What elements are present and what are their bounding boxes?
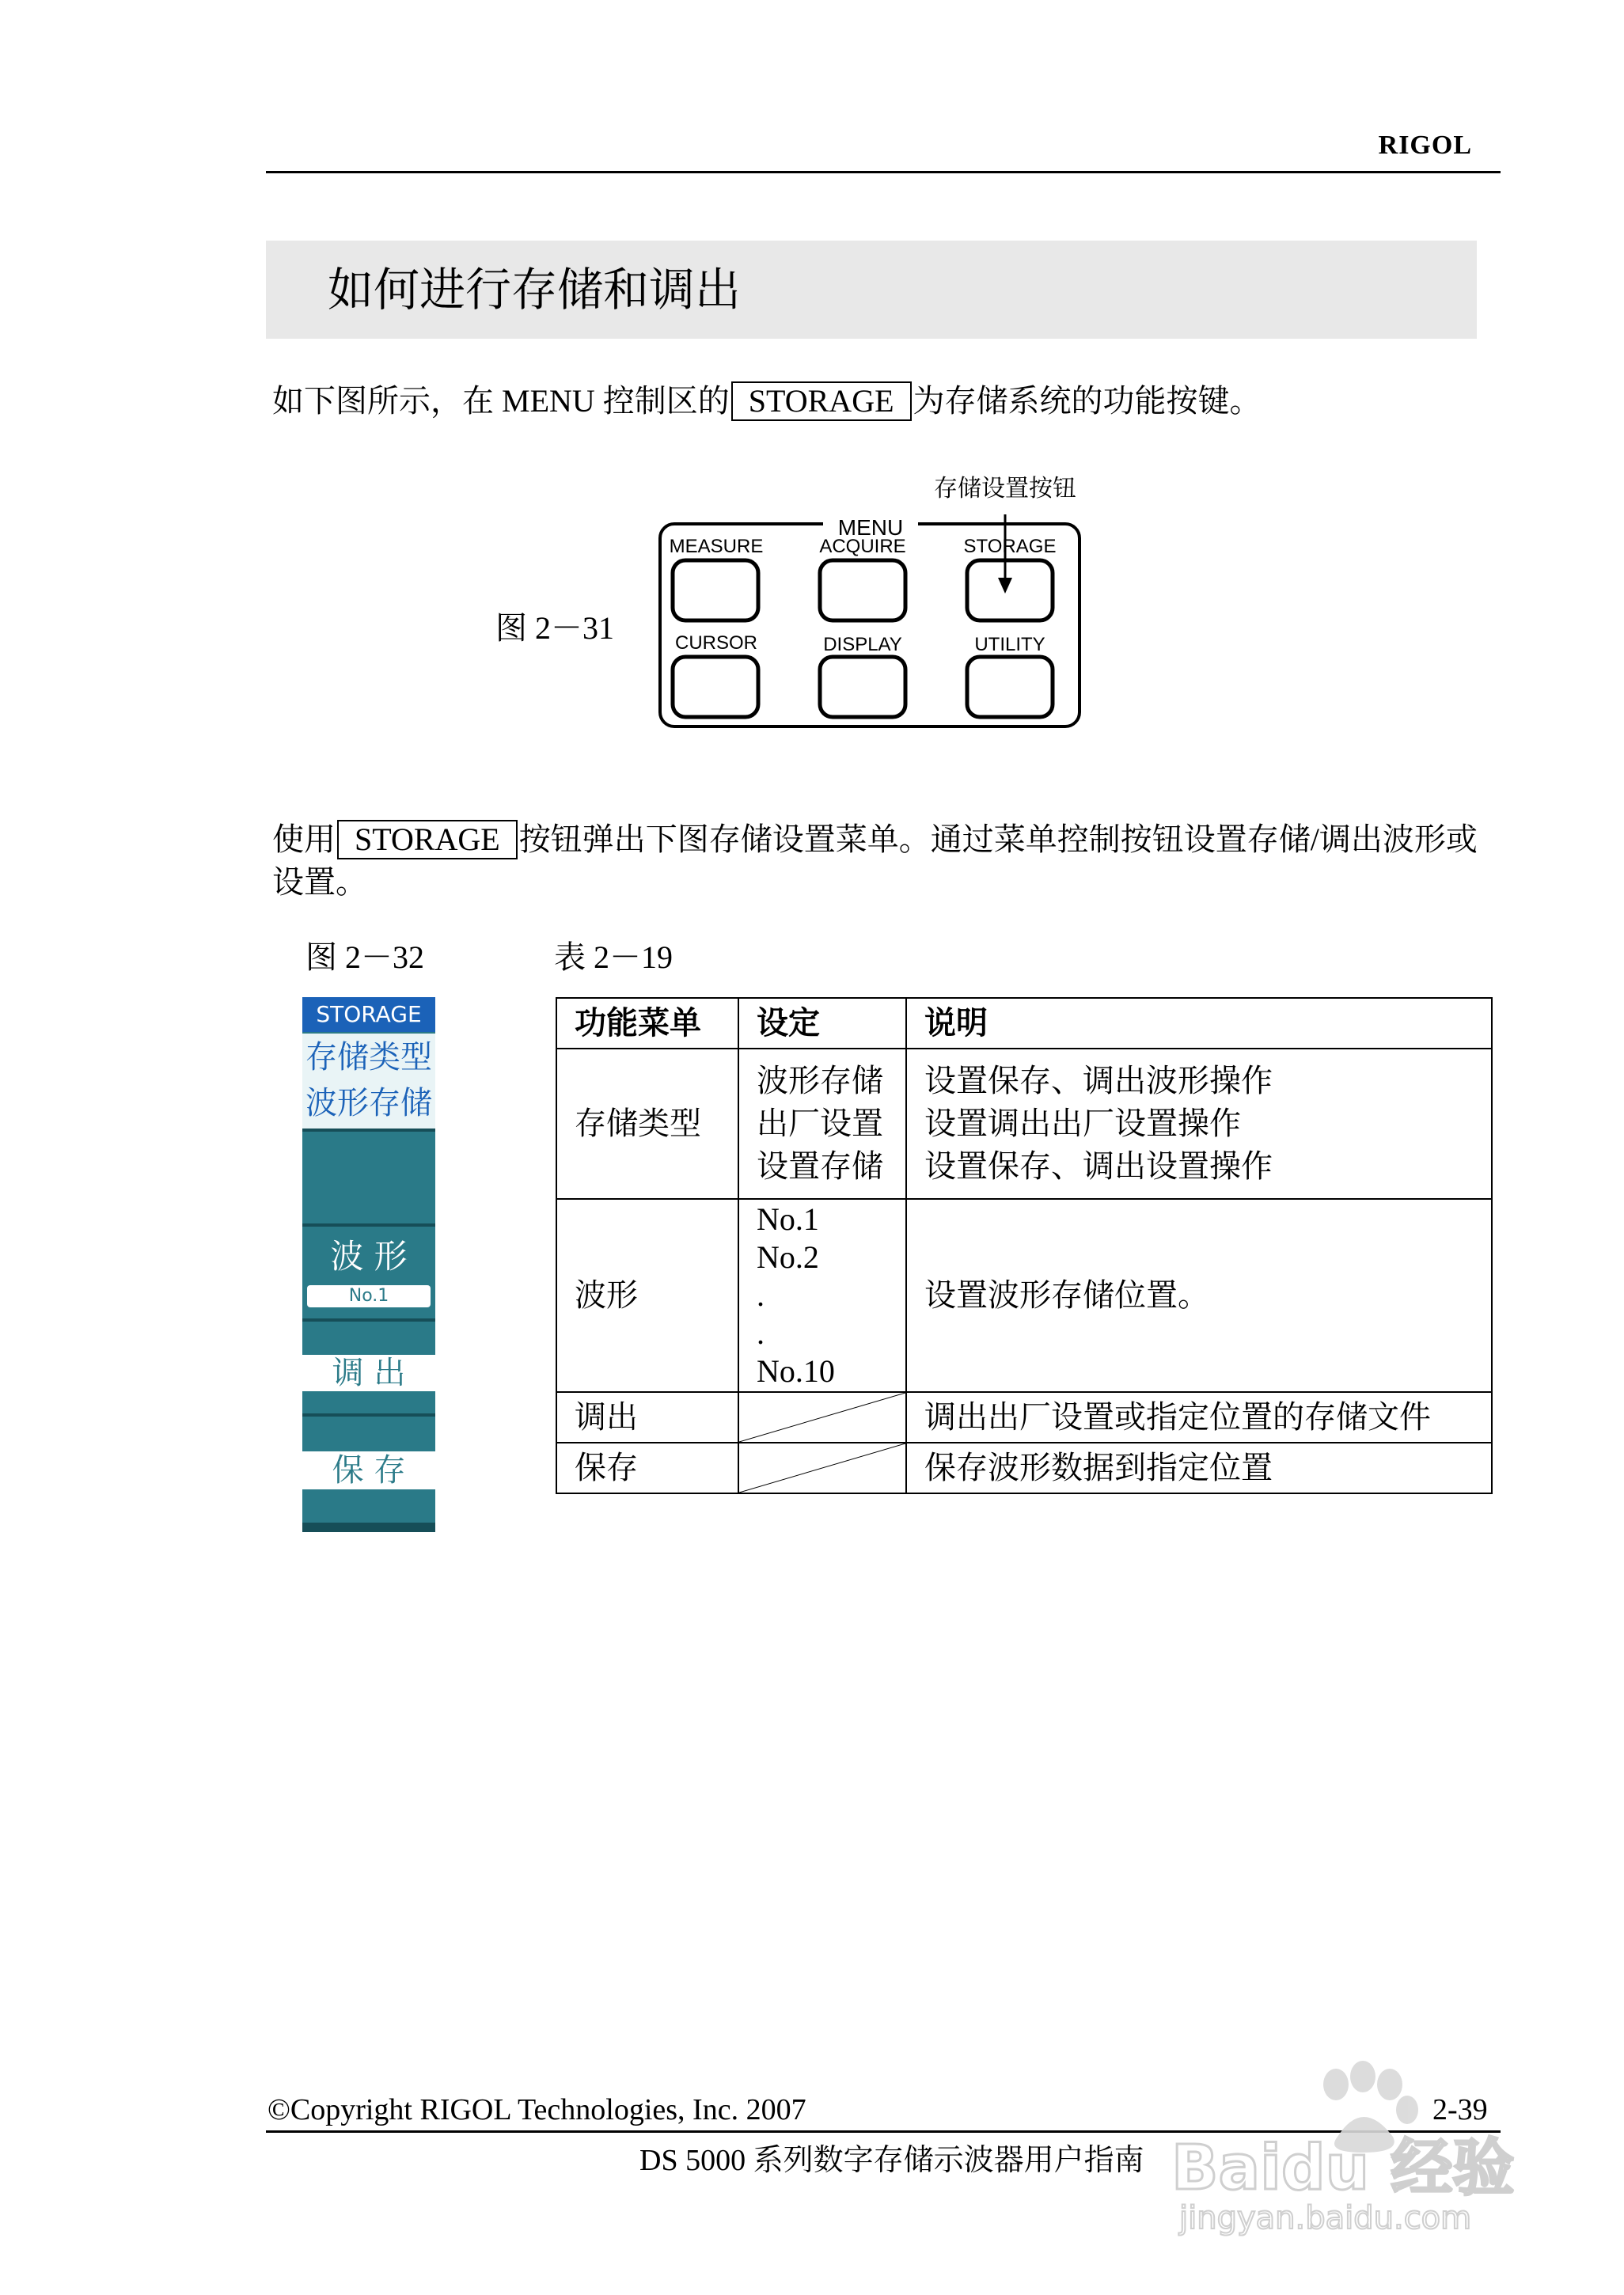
soft-menu-recall-button[interactable]: 调 出	[302, 1355, 435, 1391]
brand-logo-text: RIGOL	[1378, 131, 1472, 160]
table-row	[556, 1199, 1492, 1392]
desc-recall: 调出出厂设置或指定位置的存储文件	[906, 1392, 1492, 1443]
desc-setup-storage: 设置保存、调出设置操作	[924, 1148, 1273, 1185]
storage-soft-menu	[302, 997, 435, 1532]
setting-waveform-storage: 波形存储	[757, 1063, 883, 1099]
page-number: 2-39	[1432, 2093, 1488, 2126]
soft-menu-item-waveform[interactable]	[302, 1227, 435, 1315]
intro-text-before: 如下图所示，在 MENU 控制区的	[272, 383, 730, 419]
table-row	[556, 1049, 1492, 1199]
measure-button	[673, 560, 758, 620]
desc-waveform-position: 设置波形存储位置。	[906, 1199, 1492, 1392]
storage-button-callout: 存储设置按钮	[934, 476, 1076, 502]
storage-key-label-2: STORAGE	[337, 820, 518, 859]
acquire-button	[820, 560, 905, 620]
setting-no1: No.1	[757, 1201, 819, 1237]
intro-text-after: 为存储系统的功能按键。	[913, 383, 1262, 419]
table-row	[556, 1443, 1492, 1493]
cursor-label: CURSOR	[674, 632, 758, 654]
table-row	[556, 1392, 1492, 1443]
soft-menu-type-value: 波形存储	[305, 1085, 432, 1121]
intro-paragraph	[272, 380, 1262, 423]
row-save-menu: 保存	[556, 1443, 738, 1493]
utility-button	[967, 657, 1053, 717]
figure-32-label: 图 2－32	[305, 939, 424, 975]
copyright-notice: ©Copyright RIGOL Technologies, Inc. 2007	[268, 2093, 806, 2126]
table-header-row	[556, 998, 1492, 1049]
measure-label: MEASURE	[669, 536, 764, 557]
usage-text-before: 使用	[272, 821, 336, 857]
utility-label: UTILITY	[974, 634, 1045, 655]
soft-menu-title: STORAGE	[302, 997, 435, 1032]
header-function-menu: 功能菜单	[556, 998, 738, 1049]
acquire-label: ACQUIRE	[819, 536, 906, 557]
guide-title: DS 5000 系列数字存储示波器用户指南	[639, 2144, 1144, 2177]
section-title: 如何进行存储和调出	[328, 263, 742, 317]
baidu-watermark	[1155, 2050, 1535, 2240]
callout-arrow	[998, 578, 1012, 594]
setting-ellipsis-1: .	[757, 1277, 765, 1313]
storage-label: STORAGE	[963, 536, 1057, 557]
setting-empty-recall	[738, 1392, 906, 1443]
storage-key-label: STORAGE	[731, 381, 912, 421]
setting-no2: No.2	[757, 1239, 819, 1275]
setting-factory: 出厂设置	[757, 1106, 883, 1142]
setting-no10: No.10	[757, 1353, 835, 1389]
display-button	[820, 657, 905, 717]
header-setting: 设定	[738, 998, 906, 1049]
setting-empty-save	[738, 1443, 906, 1493]
cursor-button	[673, 657, 758, 717]
setting-setup-storage: 设置存储	[757, 1148, 883, 1185]
figure-31-label: 图 2－31	[495, 610, 614, 646]
row-waveform-menu: 波形	[556, 1199, 738, 1392]
desc-waveform-storage: 设置保存、调出波形操作	[924, 1063, 1273, 1099]
soft-menu-waveform-value: No.1	[307, 1285, 431, 1307]
soft-menu-save-button[interactable]: 保 存	[302, 1451, 435, 1489]
header-rule	[266, 171, 1501, 173]
setting-ellipsis-2: .	[757, 1315, 765, 1351]
soft-menu-waveform-label: 波 形	[330, 1237, 408, 1276]
desc-factory: 设置调出出厂设置操作	[924, 1106, 1241, 1142]
usage-paragraph	[272, 818, 1483, 904]
watermark-url: jingyan.baidu.com	[1179, 2200, 1472, 2236]
menu-control-panel	[657, 514, 1083, 730]
row-storage-type-menu: 存储类型	[556, 1049, 738, 1199]
row-recall-menu: 调出	[556, 1392, 738, 1443]
desc-save: 保存波形数据到指定位置	[906, 1443, 1492, 1493]
soft-menu-item-type[interactable]	[302, 1034, 435, 1129]
display-label: DISPLAY	[823, 634, 902, 655]
table-19-label: 表 2－19	[554, 939, 673, 975]
soft-menu-type-label: 存储类型	[305, 1039, 432, 1075]
usage-text-after: 按钮弹出下图存储设置菜单。通过菜单控制按钮设置存储/调出波形或设置。	[272, 821, 1478, 900]
storage-menu-table	[556, 997, 1493, 1494]
panel-title: MENU	[837, 515, 904, 540]
storage-button	[967, 560, 1053, 620]
header-description: 说明	[906, 998, 1492, 1049]
watermark-brand: Baidu 经验	[1171, 2133, 1515, 2204]
